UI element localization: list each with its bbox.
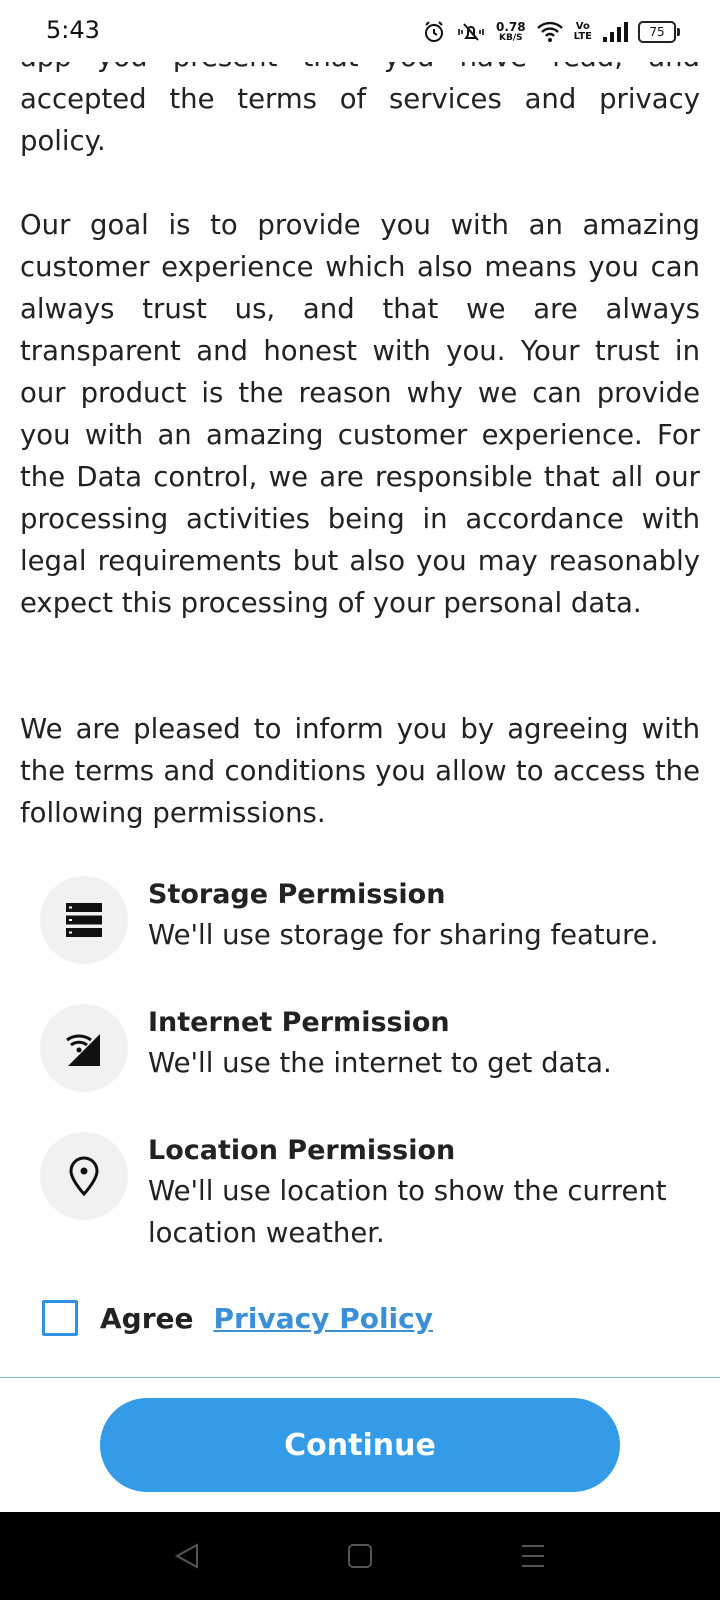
- permission-texts-storage: [148, 876, 658, 964]
- battery-icon: 75: [638, 21, 676, 43]
- permission-item-storage: [40, 876, 700, 964]
- permission-title-internet: Internet Permission: [148, 1007, 450, 1038]
- status-bar: [0, 0, 720, 62]
- permission-item-location: [40, 1132, 700, 1254]
- policy-paragraph-permissions-intro: We are pleased to inform you by agreeing with the terms and conditions you allow to access the following permissions.: [20, 713, 700, 829]
- divider: [0, 1377, 720, 1378]
- permission-texts-location: [148, 1132, 688, 1254]
- permission-desc-internet: We'll use the internet to get data.: [148, 1047, 612, 1079]
- mute-vibrate-icon: [456, 20, 486, 44]
- permission-desc-location: We'll use location to show the current location weather.: [148, 1175, 667, 1249]
- policy-paragraph-partial: accepted the terms of services and privacy policy.: [20, 83, 700, 157]
- net-speed-unit: KB/S: [499, 33, 523, 43]
- permission-desc-storage: We'll use storage for sharing feature.: [148, 919, 659, 951]
- permission-item-internet: [40, 1004, 700, 1092]
- signal-wifi-icon: [64, 1028, 104, 1068]
- location-icon-circle: [40, 1132, 128, 1220]
- volte-bottom: LTE: [573, 31, 592, 42]
- agree-row: [42, 1300, 433, 1336]
- status-icons: [422, 18, 676, 46]
- policy-paragraph-goal: Our goal is to provide you with an amazing customer experience which also means you can always trust us, and that we are always transparent and honest with you. Your trust in our product is the reason why we can provide you with an amazing customer experience. For the Data control, we are responsible that all our processing activities being in accordance with legal requirements but also you may reasonably expect this processing of your personal data.: [20, 209, 700, 619]
- storage-icon: [64, 902, 104, 938]
- nav-back-icon[interactable]: [174, 1542, 200, 1570]
- alarm-icon: [422, 20, 446, 44]
- location-pin-icon: [67, 1156, 101, 1196]
- internet-icon-circle: [40, 1004, 128, 1092]
- nav-home-icon[interactable]: [347, 1542, 373, 1570]
- volte-top: Vo: [575, 21, 590, 32]
- agree-label: Agree: [100, 1301, 194, 1335]
- agree-checkbox[interactable]: [42, 1300, 78, 1336]
- volte-indicator: [574, 22, 592, 42]
- nav-menu-icon[interactable]: [520, 1542, 546, 1570]
- cell-signal-icon: [602, 21, 628, 43]
- system-nav-bar: [0, 1512, 720, 1600]
- storage-icon-circle: [40, 876, 128, 964]
- permission-title-storage: Storage Permission: [148, 879, 446, 910]
- wifi-icon: [536, 20, 564, 44]
- net-speed: [496, 21, 526, 43]
- permission-title-location: Location Permission: [148, 1135, 456, 1166]
- net-speed-value: 0.78: [496, 20, 526, 34]
- status-time: 5:43: [46, 16, 100, 44]
- permission-texts-internet: [148, 1004, 612, 1092]
- continue-button[interactable]: Continue: [100, 1398, 620, 1492]
- privacy-policy-link[interactable]: Privacy Policy: [213, 1301, 433, 1335]
